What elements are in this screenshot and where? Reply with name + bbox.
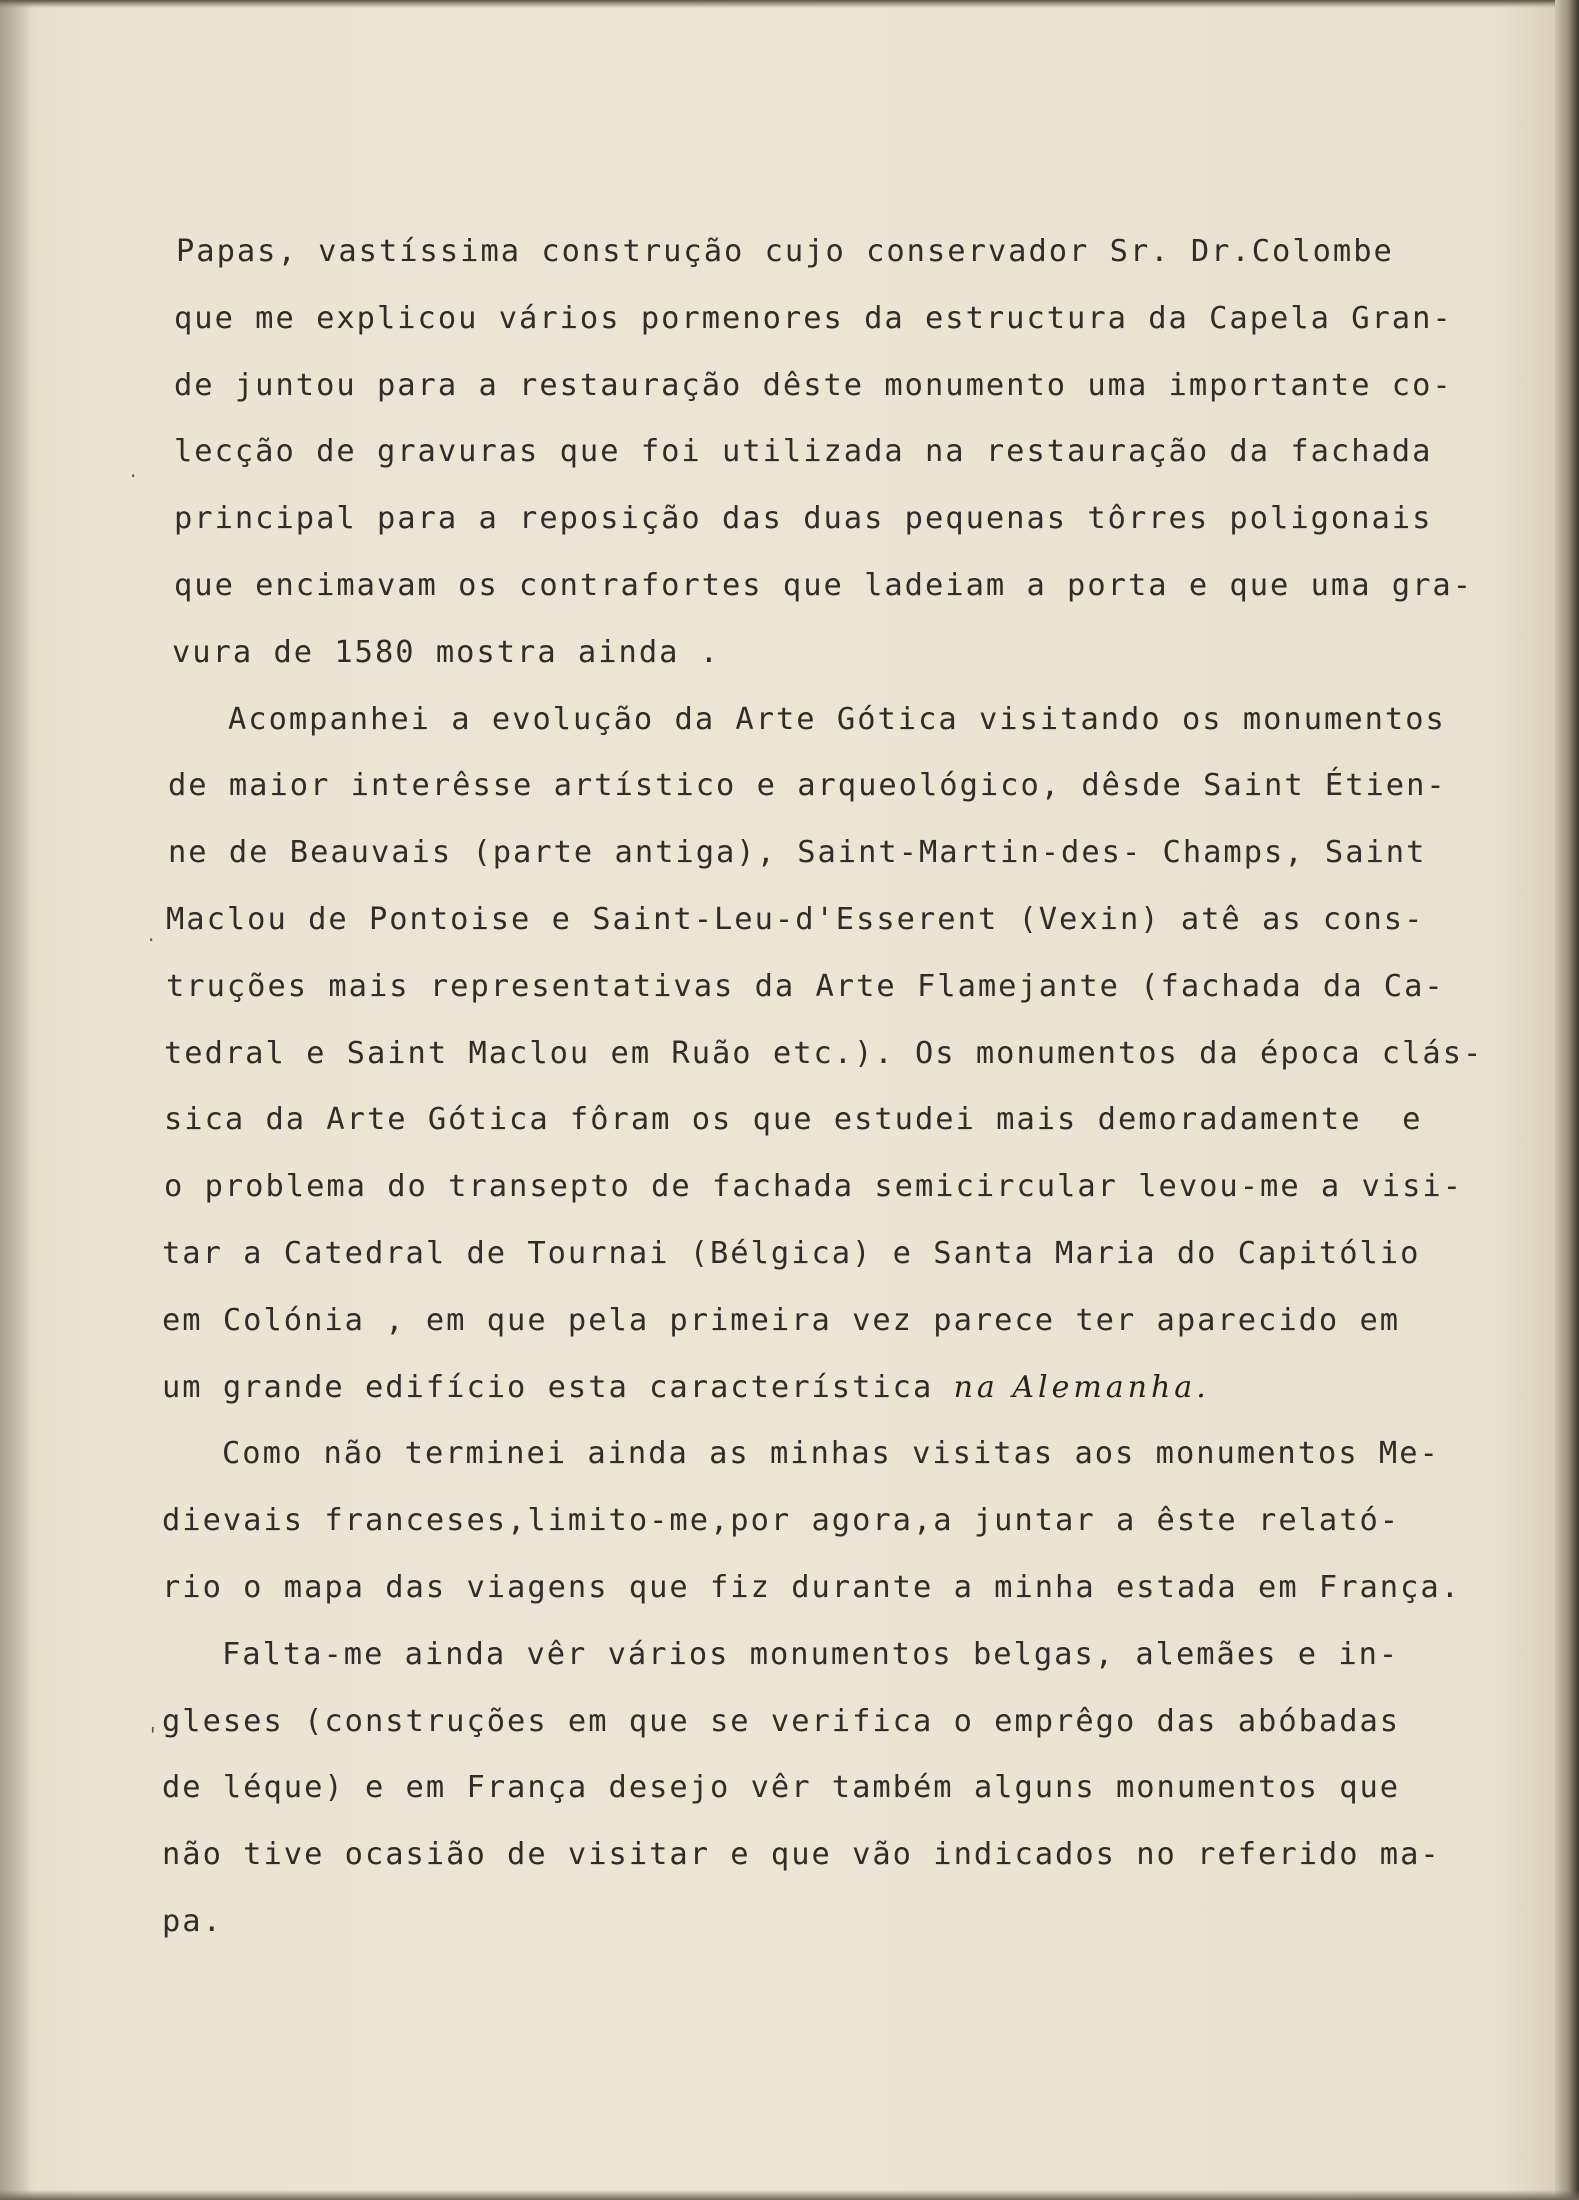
text-line <box>168 766 1508 833</box>
line-text: tar a Catedral de Tournai (Bélgica) e Santa Maria do Capitólio <box>162 1235 1421 1271</box>
line-text: principal para a reposição das duas pequenas tôrres poligonais <box>174 501 1433 537</box>
text-line <box>174 299 1514 366</box>
handwritten-insertion: na Alemanha. <box>953 1369 1210 1405</box>
line-text: que encimavam os contrafortes que ladeiam a porta e que uma gra- <box>174 567 1473 603</box>
line-text: dievais franceses,limito-me,por agora,a juntar a êste relató- <box>162 1503 1401 1539</box>
text-line <box>162 1902 1502 1969</box>
text-line <box>162 1568 1502 1635</box>
line-text: de léque) e em França desejo vêr também alguns monumentos que <box>162 1770 1401 1806</box>
text-line <box>174 366 1514 433</box>
text-line <box>162 1368 1502 1435</box>
line-text: truções mais representativas da Arte Flamejante (fachada da Ca- <box>166 968 1445 1004</box>
text-line <box>228 700 1568 767</box>
line-text: tedral e Saint Maclou em Ruão etc.). Os monumentos da época clás- <box>164 1035 1484 1071</box>
text-line <box>168 833 1508 900</box>
text-line <box>174 566 1514 633</box>
line-text: ne de Beauvais (parte antiga), Saint-Martin-des- Champs, Saint <box>168 835 1427 871</box>
line-text: vura de 1580 mostra ainda . <box>172 634 721 670</box>
line-text: rio o mapa das viagens que fiz durante a minha estada em França. <box>162 1569 1461 1605</box>
margin-mark: . <box>148 922 155 946</box>
text-line <box>162 1835 1502 1902</box>
line-text: de maior interêsse artístico e arqueológico, dêsde Saint Étien- <box>168 768 1447 804</box>
line-text: Acompanhei a evolução da Arte Gótica visitando os monumentos <box>228 701 1446 737</box>
text-line <box>164 1034 1504 1101</box>
margin-mark: . <box>130 458 137 482</box>
text-line <box>174 499 1514 566</box>
body-text <box>162 232 1502 1969</box>
line-text: que me explicou vários pormenores da estructura da Capela Gran- <box>174 300 1453 336</box>
line-text: Maclou de Pontoise e Saint-Leu-d'Esserent (Vexin) atê as cons- <box>166 901 1425 937</box>
text-line <box>164 1167 1504 1234</box>
line-text: em Colónia , em que pela primeira vez parece ter aparecido em <box>162 1302 1401 1338</box>
page-bottom-edge <box>0 2190 1579 2200</box>
page-top-edge <box>0 0 1579 8</box>
margin-mark: ' <box>150 1723 156 1747</box>
line-text: lecção de gravuras que foi utilizada na restauração da fachada <box>174 434 1433 470</box>
line-text: sica da Arte Gótica fôram os que estudei mais demoradamente e <box>164 1102 1423 1138</box>
line-text: de juntou para a restauração dêste monumento uma importante co- <box>174 367 1453 403</box>
line-text: Papas, vastíssima construção cujo conservador Sr. Dr.Colombe <box>176 234 1394 269</box>
text-line <box>162 1234 1502 1301</box>
text-line <box>176 232 1516 299</box>
text-line <box>222 1434 1562 1501</box>
text-line <box>166 900 1506 967</box>
line-text: não tive ocasião de visitar e que vão indicados no referido ma- <box>162 1837 1441 1873</box>
text-line <box>162 1301 1502 1368</box>
text-line <box>162 1501 1502 1568</box>
line-text: um grande edifício esta característica <box>162 1369 934 1405</box>
line-text: o problema do transepto de fachada semicircular levou-me a visi- <box>164 1169 1463 1205</box>
line-text: Como não terminei ainda as minhas visitas aos monumentos Me- <box>222 1436 1440 1472</box>
line-text: gleses (construções em que se verifica o emprêgo das abóbadas <box>162 1703 1401 1739</box>
text-line <box>162 1702 1502 1769</box>
line-text: pa. <box>162 1903 223 1939</box>
text-line <box>172 633 1512 700</box>
page-right-edge <box>1555 0 1579 2200</box>
text-line <box>222 1635 1562 1702</box>
text-line <box>174 432 1514 499</box>
line-text: Falta-me ainda vêr vários monumentos belgas, alemães e in- <box>222 1636 1400 1672</box>
binding-shadow <box>0 0 34 2200</box>
text-line <box>166 967 1506 1034</box>
text-line <box>162 1768 1502 1835</box>
text-line <box>164 1100 1504 1167</box>
